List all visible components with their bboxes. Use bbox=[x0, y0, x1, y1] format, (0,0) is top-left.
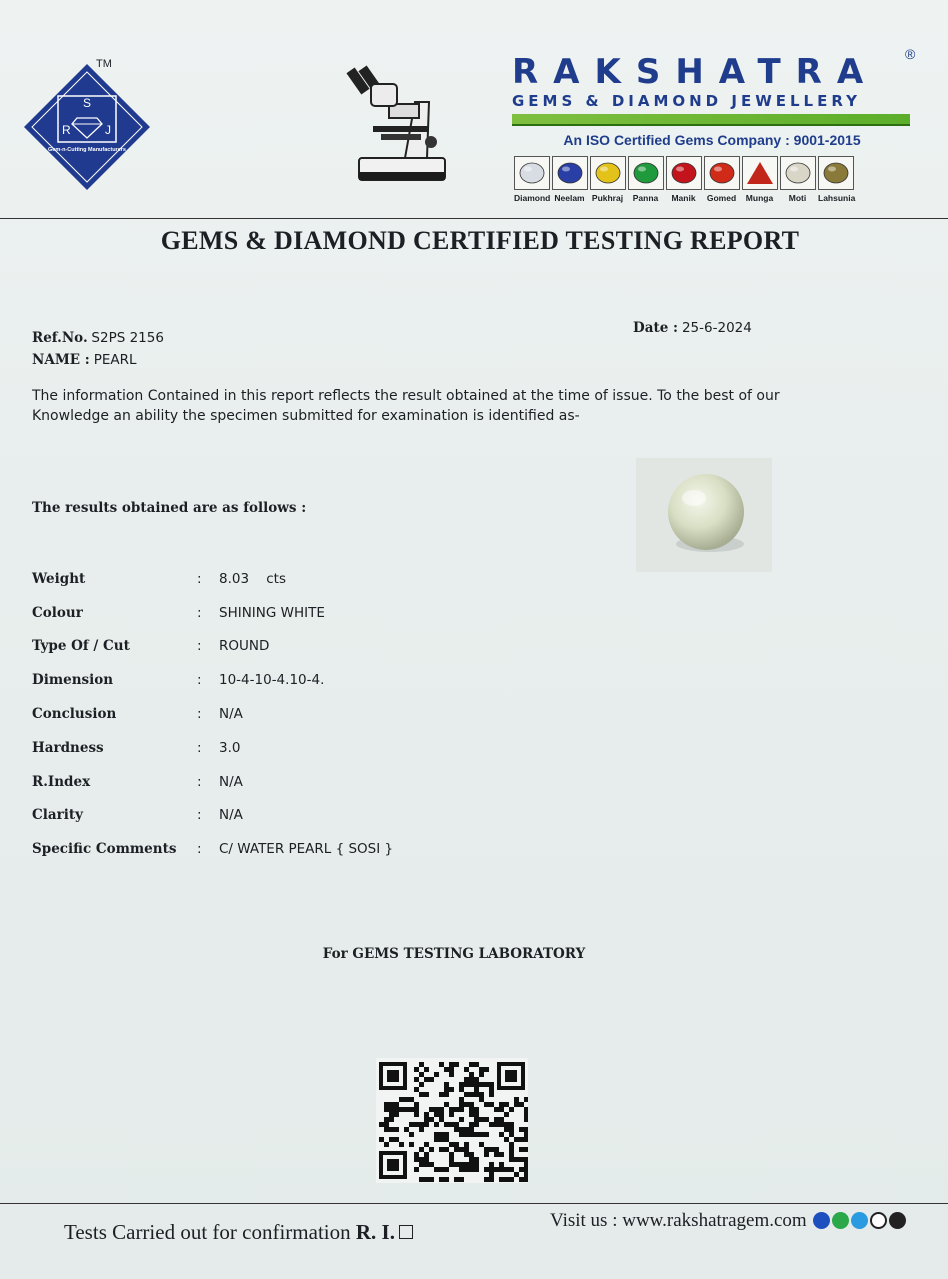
footer-note bbox=[64, 1220, 413, 1245]
registered-mark: ® bbox=[905, 46, 916, 62]
spec-label: Dimension bbox=[32, 672, 114, 689]
ref-value: S2PS 2156 bbox=[91, 330, 164, 346]
gem-label: Neelam bbox=[554, 193, 585, 203]
spec-table bbox=[32, 562, 393, 866]
spec-separator: : bbox=[197, 672, 202, 689]
gem-item bbox=[742, 156, 777, 203]
spec-separator: : bbox=[197, 570, 202, 587]
gem-label: Diamond bbox=[514, 193, 551, 203]
brand-subtitle: GEMS & DIAMOND JEWELLERY bbox=[512, 92, 861, 110]
gem-label: Gomed bbox=[706, 193, 737, 203]
footer-website bbox=[550, 1210, 906, 1232]
facebook-icon[interactable] bbox=[813, 1212, 830, 1229]
spec-label: Specific Comments bbox=[32, 841, 177, 858]
spec-value: N/A bbox=[219, 706, 243, 723]
gem-item bbox=[818, 156, 856, 203]
spec-label: Colour bbox=[32, 604, 83, 621]
gem-icon bbox=[821, 160, 851, 186]
report-title: GEMS & DIAMOND CERTIFIED TESTING REPORT bbox=[160, 226, 800, 255]
spec-separator: : bbox=[197, 706, 202, 723]
gem-label: Manik bbox=[671, 193, 696, 203]
specimen-name bbox=[32, 351, 137, 369]
gem-swatch bbox=[666, 156, 702, 190]
footer-note-text: Tests Carried out for confirmation bbox=[64, 1220, 351, 1244]
spec-label: Type Of / Cut bbox=[32, 638, 130, 655]
spec-value: 3.0 bbox=[219, 739, 241, 756]
ri-checkbox bbox=[399, 1225, 413, 1239]
gem-icon bbox=[631, 160, 661, 186]
iso-certification: An ISO Certified Gems Company : 9001-2015 bbox=[563, 132, 861, 148]
gem-label: Munga bbox=[745, 193, 774, 203]
instagram-icon[interactable] bbox=[889, 1212, 906, 1229]
logo-tagline: Gem-n-Cutting Manufacturers bbox=[48, 147, 126, 153]
spec-separator: : bbox=[197, 841, 202, 858]
gem-icon bbox=[783, 160, 813, 186]
spec-value: ROUND bbox=[219, 638, 270, 655]
logo-letter-r: R bbox=[62, 123, 71, 137]
gem-swatch bbox=[780, 156, 816, 190]
social-icons bbox=[813, 1212, 906, 1229]
spec-label: Conclusion bbox=[32, 706, 117, 723]
spec-value: N/A bbox=[219, 773, 243, 790]
whatsapp-icon[interactable] bbox=[832, 1212, 849, 1229]
ref-number bbox=[32, 330, 164, 347]
date-value: 25-6-2024 bbox=[681, 320, 752, 336]
spec-separator: : bbox=[197, 807, 202, 824]
spec-row bbox=[32, 562, 393, 596]
brand-name: RAKSHATRA bbox=[512, 52, 879, 92]
gem-swatch bbox=[742, 156, 778, 190]
spec-value: 10-4-10-4.10-4. bbox=[219, 672, 325, 689]
spec-separator: : bbox=[197, 739, 202, 756]
spec-label: Hardness bbox=[32, 739, 104, 756]
spec-value: SHINING WHITE bbox=[219, 604, 325, 621]
ref-label: Ref.No. bbox=[32, 330, 88, 346]
logo-letter-j: J bbox=[105, 123, 111, 137]
spec-row bbox=[32, 765, 393, 799]
pearl-specimen-image bbox=[636, 458, 772, 572]
gem-icon bbox=[707, 160, 737, 186]
gem-swatch bbox=[514, 156, 550, 190]
spec-row bbox=[32, 630, 393, 664]
spec-value: 8.03 cts bbox=[219, 570, 286, 587]
gem-strip bbox=[514, 156, 856, 203]
name-label: NAME : bbox=[32, 352, 90, 368]
gem-item bbox=[704, 156, 739, 203]
footer-divider bbox=[0, 1203, 948, 1204]
gem-label: Pukhraj bbox=[591, 193, 624, 203]
logo-letter-s: S bbox=[82, 96, 92, 110]
date-label: Date : bbox=[633, 320, 678, 336]
header-divider bbox=[0, 218, 948, 219]
qr-code[interactable] bbox=[376, 1058, 528, 1183]
gem-label: Panna bbox=[632, 193, 659, 203]
name-value: PEARL bbox=[93, 352, 137, 368]
gem-item bbox=[552, 156, 587, 203]
spec-row bbox=[32, 731, 393, 765]
intro-paragraph: The information Contained in this report reflects the result obtained at the time of issue. To the best of our Knowledge an ability the specimen submitted for examination is identified as- bbox=[32, 388, 780, 424]
gem-swatch bbox=[552, 156, 588, 190]
spec-value: N/A bbox=[219, 807, 243, 824]
gem-icon bbox=[669, 160, 699, 186]
gem-swatch bbox=[590, 156, 626, 190]
brand-block bbox=[512, 46, 922, 148]
gem-item bbox=[628, 156, 663, 203]
twitter-icon[interactable] bbox=[851, 1212, 868, 1229]
gem-swatch bbox=[628, 156, 664, 190]
lab-signature-line: For GEMS TESTING LABORATORY bbox=[322, 946, 586, 962]
gem-label: Moti bbox=[788, 193, 807, 203]
gem-item bbox=[780, 156, 815, 203]
gem-label: Lahsunia bbox=[818, 193, 856, 203]
spec-row bbox=[32, 832, 393, 866]
brand-divider-bar bbox=[512, 114, 910, 126]
trademark-mark: TM bbox=[96, 58, 112, 70]
gem-icon bbox=[745, 160, 775, 186]
website-text[interactable]: Visit us : www.rakshatragem.com bbox=[550, 1210, 807, 1231]
gem-icon bbox=[555, 160, 585, 186]
microscope-icon bbox=[345, 62, 450, 187]
results-heading: The results obtained are as follows : bbox=[32, 500, 307, 516]
spec-row bbox=[32, 596, 393, 630]
spec-row bbox=[32, 799, 393, 833]
gem-swatch bbox=[704, 156, 740, 190]
gem-swatch bbox=[818, 156, 854, 190]
spec-label: Clarity bbox=[32, 807, 83, 824]
spec-separator: : bbox=[197, 638, 202, 655]
gem-icon bbox=[593, 160, 623, 186]
spec-separator: : bbox=[197, 773, 202, 790]
spec-label: Weight bbox=[32, 570, 86, 587]
footer-note-ri: R. I. bbox=[355, 1220, 395, 1244]
youtube-icon[interactable] bbox=[870, 1212, 887, 1229]
gem-item bbox=[666, 156, 701, 203]
spec-label: R.Index bbox=[32, 773, 91, 790]
spec-row bbox=[32, 663, 393, 697]
srj-logo bbox=[22, 62, 152, 192]
gem-item bbox=[590, 156, 625, 203]
spec-value: C/ WATER PEARL { SOSI } bbox=[219, 841, 394, 858]
gem-item bbox=[514, 156, 549, 203]
spec-separator: : bbox=[197, 604, 202, 621]
spec-row bbox=[32, 697, 393, 731]
report-date bbox=[633, 319, 752, 337]
gem-icon bbox=[517, 160, 547, 186]
